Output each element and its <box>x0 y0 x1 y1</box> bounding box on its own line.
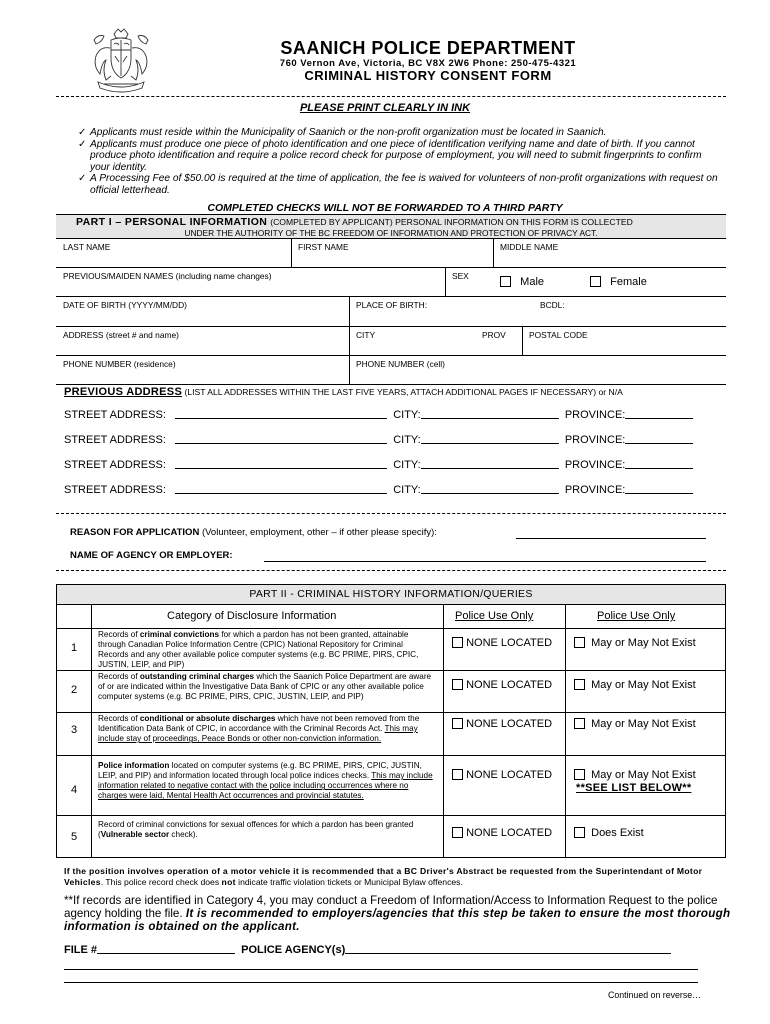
may-not-exist-checkbox[interactable] <box>574 718 585 729</box>
phone-cell-field[interactable]: PHONE NUMBER (cell) <box>349 355 726 384</box>
police-use-column-header: Police Use Only <box>597 610 676 622</box>
last-name-field[interactable]: LAST NAME <box>56 238 291 267</box>
see-list-below-note: **SEE LIST BELOW** <box>576 782 692 794</box>
first-name-field[interactable]: FIRST NAME <box>291 238 493 267</box>
none-located-checkbox[interactable] <box>452 827 463 838</box>
may-not-exist-option[interactable]: May or May Not Exist <box>574 679 696 691</box>
may-not-exist-option[interactable]: May or May Not Exist <box>574 718 696 730</box>
part1-note: (COMPLETED BY APPLICANT) PERSONAL INFORMATION ON THIS FORM IS COLLECTED <box>270 217 633 227</box>
none-located-option[interactable]: NONE LOCATED <box>452 769 552 781</box>
none-located-option[interactable]: NONE LOCATED <box>452 827 552 839</box>
phone-residence-field[interactable]: PHONE NUMBER (residence) <box>56 355 349 384</box>
header-divider <box>56 96 726 97</box>
address-field[interactable]: ADDRESS (street # and name) <box>56 326 349 355</box>
previous-address-line[interactable]: STREET ADDRESS: CITY: PROVINCE: <box>64 458 693 471</box>
file-agency-line[interactable] <box>64 943 671 956</box>
checkmark-icon: ✓ <box>78 138 87 150</box>
may-not-exist-option[interactable]: May or May Not Exist <box>574 769 696 781</box>
print-clearly-notice: PLEASE PRINT CLEARLY IN INK <box>299 102 471 114</box>
criminal-history-table <box>56 584 726 858</box>
previous-address-line[interactable]: STREET ADDRESS: CITY: PROVINCE: <box>64 408 693 421</box>
previous-names-field[interactable]: PREVIOUS/MAIDEN NAMES (including name changes) <box>56 267 445 296</box>
middle-name-field[interactable]: MIDDLE NAME <box>493 238 726 267</box>
previous-address-line[interactable]: STREET ADDRESS: CITY: PROVINCE: <box>64 483 693 496</box>
personal-info-grid <box>56 238 726 384</box>
may-not-exist-checkbox[interactable] <box>574 679 585 690</box>
third-party-notice: COMPLETED CHECKS WILL NOT BE FORWARDED TO A THIRD PARTY <box>207 202 563 214</box>
none-located-option[interactable]: NONE LOCATED <box>452 718 552 730</box>
city-field[interactable]: CITY <box>349 326 475 355</box>
male-checkbox[interactable] <box>500 276 511 287</box>
none-located-checkbox[interactable] <box>452 637 463 648</box>
police-agency-label: POLICE AGENCY(s) <box>241 944 346 956</box>
part1-header <box>56 214 726 238</box>
police-agency-input[interactable] <box>345 943 671 954</box>
dob-field[interactable]: DATE OF BIRTH (YYYY/MM/DD) <box>56 296 349 326</box>
checkmark-icon: ✓ <box>78 127 87 138</box>
agency-input-line[interactable] <box>264 561 706 562</box>
category4-notice: **If records are identified in Category 4, you may conduct a Freedom of Information/Access to Information Request to the police agency holding the file. It is recommended to employers/agencies that this step be taken to ensure the most thorough information is obtained on the applicant. <box>64 894 731 933</box>
checkmark-icon: ✓ <box>78 173 87 185</box>
blank-line[interactable] <box>64 969 698 970</box>
requirement-item: ✓ A Processing Fee of $50.00 is required at the time of application, the fee is waived for volunteers of non-profit organizations with request on official letterhead. <box>78 173 718 196</box>
agency-employer-label: NAME OF AGENCY OR EMPLOYER: <box>70 550 233 561</box>
department-title: SAANICH POLICE DEPARTMENT <box>280 38 576 58</box>
file-number-input[interactable] <box>97 943 235 954</box>
form-title: CRIMINAL HISTORY CONSENT FORM <box>304 68 552 83</box>
blank-line[interactable] <box>64 982 698 983</box>
does-exist-option[interactable]: Does Exist <box>574 827 644 839</box>
police-use-column-header: Police Use Only <box>455 610 534 622</box>
male-option[interactable]: Male <box>500 276 544 288</box>
requirements-list <box>78 127 718 197</box>
prov-field[interactable]: PROV <box>475 326 522 355</box>
female-checkbox[interactable] <box>590 276 601 287</box>
requirement-item: ✓ Applicants must reside within the Municipality of Saanich or the non-profit organization must be located in Saanich. <box>78 127 607 138</box>
does-exist-checkbox[interactable] <box>574 827 585 838</box>
reason-input-line[interactable] <box>516 538 706 539</box>
continued-on-reverse: Continued on reverse… <box>608 990 701 1000</box>
none-located-checkbox[interactable] <box>452 679 463 690</box>
table-row: 4 Police information located on computer systems (e.g. BC PRIME, PIRS, CPIC, JUSTIN, LEIP, and PIP) and information located through local police indices checks. This may include information related to negative contact with the police including occurrences where no charges were laid, Mental Health Act occurrences and provincial statutes. NONE LOCATED May or May Not Exist **SEE LIST BELOW** <box>57 756 725 816</box>
female-option[interactable]: Female <box>590 276 647 288</box>
requirement-item: ✓ Applicants must produce one piece of photo identification and one piece of identification verifying name and date of birth. If you cannot produce photo identification and require a police record check for purpose of employment, you will need to submit fingerprints to confirm your identity. <box>78 138 702 173</box>
bcdl-field[interactable]: BCDL: <box>533 296 726 326</box>
part1-note-line2: UNDER THE AUTHORITY OF THE BC FREEDOM OF INFORMATION AND PROTECTION OF PRIVACY ACT. <box>184 228 598 238</box>
place-of-birth-field[interactable]: PLACE OF BIRTH: <box>349 296 533 326</box>
may-not-exist-checkbox[interactable] <box>574 769 585 780</box>
table-row: 2 Records of outstanding criminal charges which the Saanich Police Department are aware of or are indicated within the Investigative Data Bank of CPIC or any other available police computer systems (e.g. BC PRIME, PIRS, CPIC, JUSTIN, LEIP, and PIP) NONE LOCATED May or May Not Exist <box>57 671 725 713</box>
previous-address-heading: PREVIOUS ADDRESS (LIST ALL ADDRESSES WITHIN THE LAST FIVE YEARS, ATTACH ADDITIONAL PAGES IF NECESSARY) or N/A <box>64 386 623 398</box>
previous-address-line[interactable]: STREET ADDRESS: CITY: PROVINCE: <box>64 433 693 446</box>
none-located-checkbox[interactable] <box>452 718 463 729</box>
table-header-row <box>57 605 725 629</box>
none-located-option[interactable]: NONE LOCATED <box>452 679 552 691</box>
may-not-exist-option[interactable]: May or May Not Exist <box>574 637 696 649</box>
may-not-exist-checkbox[interactable] <box>574 637 585 648</box>
category-column-header: Category of Disclosure Information <box>167 610 337 622</box>
part1-title: PART I – PERSONAL INFORMATION <box>76 216 268 228</box>
table-row: 3 Records of conditional or absolute discharges which have not been removed from the Identification Data Bank of CPIC, in accordance with the Criminal Records Act. This may include stay of proceedings, Peace Bonds or other non-conviction information. NONE LOCATED May or May Not Exist <box>57 713 725 756</box>
table-row: 1 Records of criminal convictions for which a pardon has not been granted, attainable through Canadian Police Information Centre (CPIC) National Repository for Criminal Records and any other available police computer systems (e.g. BC PRIME, PIRS, CPIC, JUSTIN, LEIP, and PIP) NONE LOCATED May or May Not Exist <box>57 629 725 671</box>
part2-title: PART II - CRIMINAL HISTORY INFORMATION/QUERIES <box>57 585 725 605</box>
motor-vehicle-notice: If the position involves operation of a motor vehicle it is recommended that a BC Driver's Abstract be requested from the Superintendant of Motor Vehicles. This police record check does not indicate traffic violation tickets or Municipal Bylaw offences. <box>64 866 703 887</box>
postal-code-field[interactable]: POSTAL CODE <box>522 326 726 355</box>
none-located-checkbox[interactable] <box>452 769 463 780</box>
department-address: 760 Vernon Ave, Victoria, BC V8X 2W6 Phone: 250-475-4321 <box>279 58 577 69</box>
file-number-label: FILE # <box>64 944 98 956</box>
none-located-option[interactable]: NONE LOCATED <box>452 637 552 649</box>
table-row: 5 Record of criminal convictions for sexual offences for which a pardon has been granted (Vulnerable sector check). NONE LOCATED Does Exist <box>70 820 644 843</box>
reason-for-application[interactable]: REASON FOR APPLICATION (Volunteer, employment, other – if other please specify): <box>70 527 437 538</box>
sex-field: SEX <box>445 267 726 296</box>
